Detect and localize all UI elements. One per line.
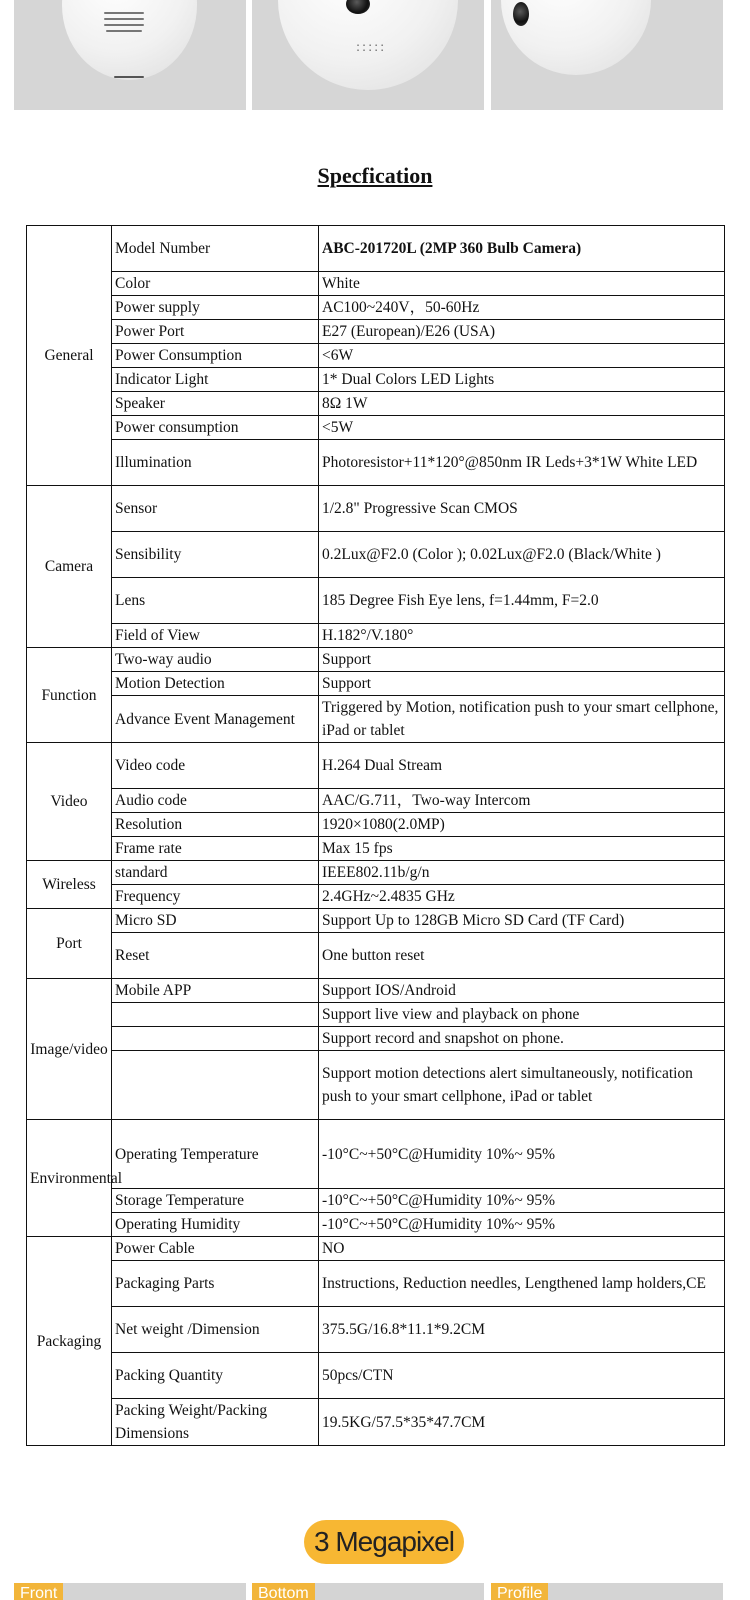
spec-value: Support (319, 672, 725, 696)
spec-value: 8Ω 1W (319, 392, 725, 416)
spec-label: Operating Humidity (112, 1213, 319, 1237)
spec-value: Support IOS/Android (319, 979, 725, 1003)
specification-title: Specfication (317, 163, 433, 188)
bottom-photo-row (0, 1583, 750, 1600)
spec-group-label: Video (27, 743, 112, 861)
spec-row (27, 1261, 725, 1307)
spec-row (27, 672, 725, 696)
photo-tag-front: Front (14, 1583, 63, 1600)
spec-value: IEEE802.11b/g/n (319, 861, 725, 885)
spec-label: Color (112, 272, 319, 296)
spec-value: AAC/G.711，Two-way Intercom (319, 789, 725, 813)
spec-label: Motion Detection (112, 672, 319, 696)
spec-row (27, 1237, 725, 1261)
spec-value: H.182°/V.180° (319, 624, 725, 648)
spec-label: Advance Event Management (112, 696, 319, 743)
spec-value: Support record and snapshot on phone. (319, 1027, 725, 1051)
spec-group-label: Image/video (27, 979, 112, 1120)
photo-tile-profile (491, 1583, 723, 1600)
spec-row (27, 789, 725, 813)
spec-label (112, 1027, 319, 1051)
spec-value: 0.2Lux@F2.0 (Color ); 0.02Lux@F2.0 (Black/White ) (319, 532, 725, 578)
spec-label: Illumination (112, 440, 319, 486)
spec-row (27, 272, 725, 296)
spec-value: 50pcs/CTN (319, 1353, 725, 1399)
spec-label: Packaging Parts (112, 1261, 319, 1307)
spec-value: -10°C~+50°C@Humidity 10%~ 95% (319, 1213, 725, 1237)
spec-row (27, 624, 725, 648)
spec-group-label: Function (27, 648, 112, 743)
spec-label: Sensor (112, 486, 319, 532)
product-photo-row (0, 0, 750, 110)
product-photo-front (14, 0, 246, 110)
spec-label: Packing Weight/Packing Dimensions (112, 1399, 319, 1446)
spec-value: 2.4GHz~2.4835 GHz (319, 885, 725, 909)
spec-value: NO (319, 1237, 725, 1261)
spec-value: Support motion detections alert simultaneously, notification push to your smart cellphone, iPad or tablet (319, 1051, 725, 1120)
spec-row (27, 392, 725, 416)
spec-row (27, 368, 725, 392)
spec-value: 1* Dual Colors LED Lights (319, 368, 725, 392)
spec-value: 185 Degree Fish Eye lens, f=1.44mm, F=2.0 (319, 578, 725, 624)
spec-row (27, 933, 725, 979)
spec-row (27, 1213, 725, 1237)
spec-row (27, 1399, 725, 1446)
spec-row (27, 486, 725, 532)
spec-group-label: Port (27, 909, 112, 979)
spec-row (27, 1189, 725, 1213)
spec-label: Frame rate (112, 837, 319, 861)
spec-value: Instructions, Reduction needles, Lengthened lamp holders,CE (319, 1261, 725, 1307)
spec-row (27, 1307, 725, 1353)
spec-value: 1/2.8" Progressive Scan CMOS (319, 486, 725, 532)
spec-value: E27 (European)/E26 (USA) (319, 320, 725, 344)
spec-value: H.264 Dual Stream (319, 743, 725, 789)
spec-row (27, 813, 725, 837)
spec-group-label: Packaging (27, 1237, 112, 1446)
spec-label: Net weight /Dimension (112, 1307, 319, 1353)
spec-value: 375.5G/16.8*11.1*9.2CM (319, 1307, 725, 1353)
spec-label: Resolution (112, 813, 319, 837)
spec-row (27, 743, 725, 789)
spec-value: 19.5KG/57.5*35*47.7CM (319, 1399, 725, 1446)
spec-label: Lens (112, 578, 319, 624)
spec-row (27, 440, 725, 486)
spec-label: Micro SD (112, 909, 319, 933)
spec-label: Reset (112, 933, 319, 979)
spec-row (27, 885, 725, 909)
spec-value: Max 15 fps (319, 837, 725, 861)
product-photo-bottom: ::::: (252, 0, 484, 110)
spec-row (27, 648, 725, 672)
spec-label: standard (112, 861, 319, 885)
spec-value: AC100~240V，50-60Hz (319, 296, 725, 320)
spec-value: -10°C~+50°C@Humidity 10%~ 95% (319, 1189, 725, 1213)
spec-value: ABC-201720L (2MP 360 Bulb Camera) (319, 226, 725, 272)
spec-label: Power consumption (112, 416, 319, 440)
spec-value: Support live view and playback on phone (319, 1003, 725, 1027)
spec-value: Support Up to 128GB Micro SD Card (TF Card) (319, 909, 725, 933)
spec-label: Power Cable (112, 1237, 319, 1261)
spec-value: Triggered by Motion, notification push to your smart cellphone, iPad or tablet (319, 696, 725, 743)
spec-row (27, 416, 725, 440)
spec-label: Power Consumption (112, 344, 319, 368)
spec-label: Mobile APP (112, 979, 319, 1003)
spec-row (27, 578, 725, 624)
photo-tag-profile: Profile (491, 1583, 548, 1600)
spec-row (27, 226, 725, 272)
specification-table (26, 225, 725, 1446)
spec-label: Field of View (112, 624, 319, 648)
spec-row (27, 909, 725, 933)
spec-row (27, 320, 725, 344)
spec-value: Photoresistor+11*120°@850nm IR Leds+3*1W White LED (319, 440, 725, 486)
spec-label: Sensibility (112, 532, 319, 578)
spec-row (27, 979, 725, 1003)
spec-label: Power Port (112, 320, 319, 344)
spec-label: Storage Temperature (112, 1189, 319, 1213)
photo-tile-bottom (252, 1583, 484, 1600)
spec-group-label: Environmental (27, 1120, 112, 1237)
spec-value: 1920×1080(2.0MP) (319, 813, 725, 837)
spec-label: Frequency (112, 885, 319, 909)
spec-group-label: General (27, 226, 112, 486)
spec-row (27, 1120, 725, 1189)
spec-row (27, 296, 725, 320)
spec-group-label: Wireless (27, 861, 112, 909)
spec-value: Support (319, 648, 725, 672)
spec-label: Audio code (112, 789, 319, 813)
spec-group-label: Camera (27, 486, 112, 648)
spec-label: Indicator Light (112, 368, 319, 392)
spec-label: Video code (112, 743, 319, 789)
photo-tag-bottom: Bottom (252, 1583, 315, 1600)
spec-value: One button reset (319, 933, 725, 979)
spec-row (27, 532, 725, 578)
product-photo-profile (491, 0, 723, 110)
spec-row (27, 1353, 725, 1399)
spec-row (27, 696, 725, 743)
spec-value: -10°C~+50°C@Humidity 10%~ 95% (319, 1120, 725, 1189)
spec-row (27, 1027, 725, 1051)
spec-row (27, 1051, 725, 1120)
spec-label (112, 1003, 319, 1027)
spec-label: Power supply (112, 296, 319, 320)
spec-label: Model Number (112, 226, 319, 272)
spec-value: <5W (319, 416, 725, 440)
spec-label: Packing Quantity (112, 1353, 319, 1399)
spec-row (27, 861, 725, 885)
spec-row (27, 837, 725, 861)
spec-label: Two-way audio (112, 648, 319, 672)
spec-row (27, 344, 725, 368)
spec-label (112, 1051, 319, 1120)
spec-label: Operating Temperature (112, 1120, 319, 1189)
spec-value: White (319, 272, 725, 296)
spec-row (27, 1003, 725, 1027)
photo-tile-front (14, 1583, 246, 1600)
spec-value: <6W (319, 344, 725, 368)
spec-label: Speaker (112, 392, 319, 416)
megapixel-banner: 3 Megapixel (304, 1520, 464, 1564)
